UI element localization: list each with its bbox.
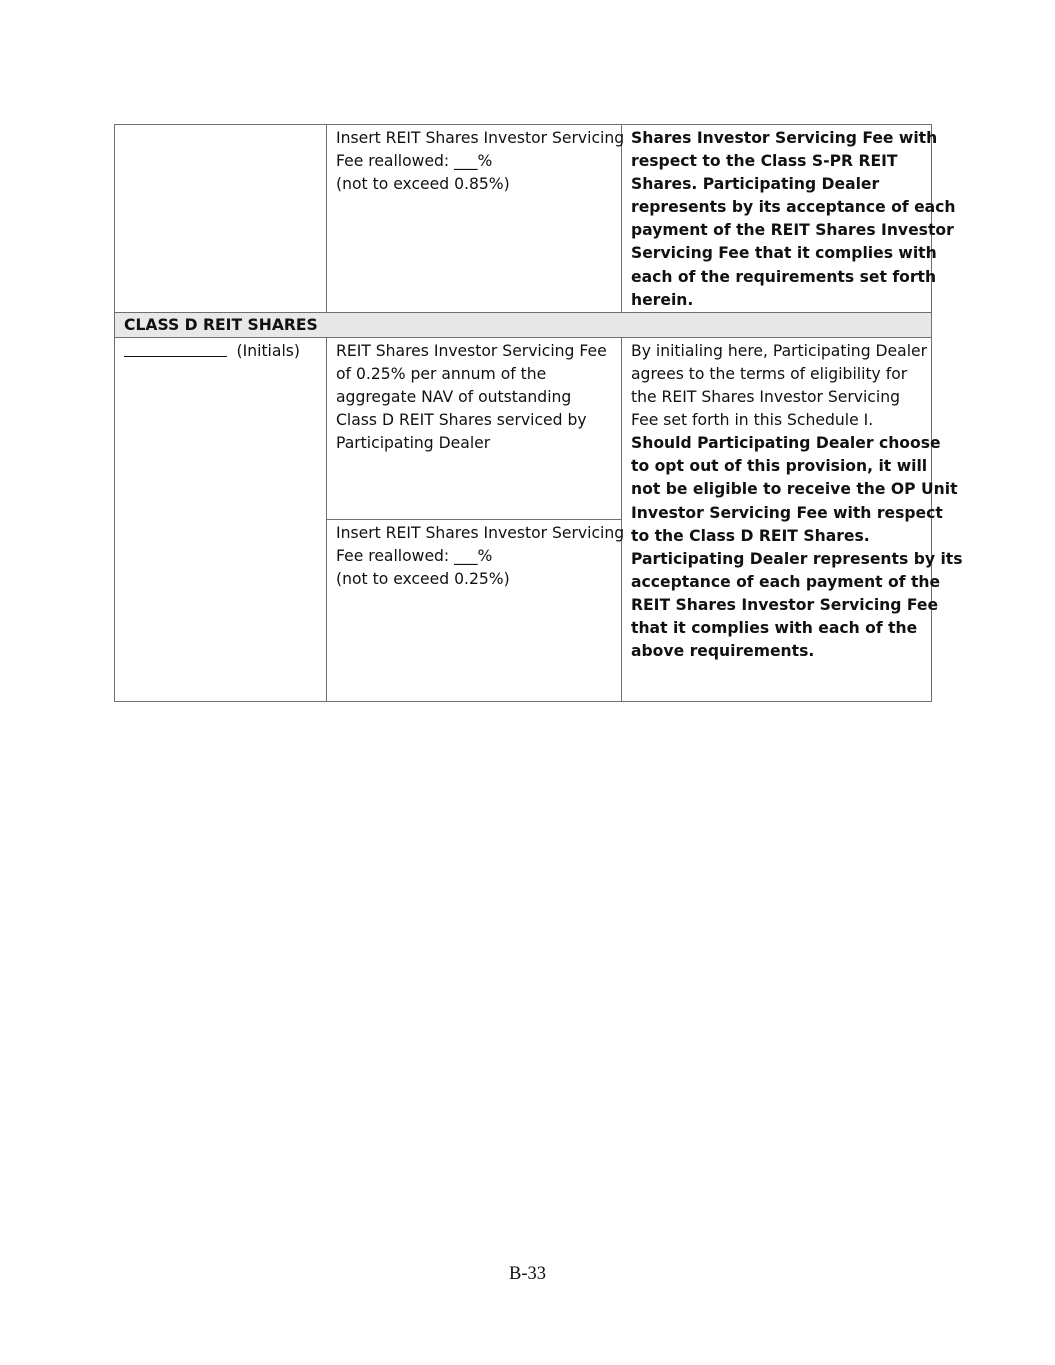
- table-row-class-s-pr-continued: [115, 125, 932, 313]
- reallowance-line: (not to exceed 0.85%): [336, 175, 510, 194]
- terms-line: each of the requirements set forth: [631, 267, 937, 286]
- reallowance-line: Insert REIT Shares Investor Servicing: [336, 129, 625, 147]
- terms-bold-line: acceptance of each payment of the: [631, 572, 941, 591]
- initials-cell: [115, 337, 327, 701]
- reallowance-cell: [327, 125, 625, 313]
- fee-description: [336, 340, 613, 519]
- terms-line: respect to the Class S-PR REIT: [631, 152, 898, 171]
- terms-bold-line: above requirements.: [631, 642, 815, 661]
- terms-bold-line: that it complies with each of the: [631, 618, 918, 637]
- terms-bold-line: Participating Dealer represents by its: [631, 549, 963, 568]
- terms-line: Shares. Participating Dealer: [631, 175, 880, 194]
- reallowance-line: Fee reallowed: ___%: [336, 152, 493, 171]
- terms-line: Servicing Fee that it complies with: [631, 244, 937, 263]
- terms-cell: [622, 125, 956, 313]
- reallowance-line: Insert REIT Shares Investor Servicing: [336, 523, 625, 542]
- terms-line: agrees to the terms of eligibility for: [631, 364, 908, 383]
- terms-line: represents by its acceptance of each: [631, 198, 956, 217]
- empty-cell: [115, 125, 327, 313]
- terms-line: herein.: [631, 290, 694, 309]
- fee-line: REIT Shares Investor Servicing Fee: [336, 341, 607, 360]
- section-header-row: [115, 312, 932, 337]
- table-row-class-d: [115, 337, 932, 701]
- terms-bold-line: to the Class D REIT Shares.: [631, 526, 870, 545]
- terms-bold-line: not be eligible to receive the OP Unit: [631, 480, 958, 499]
- terms-bold-line: REIT Shares Investor Servicing Fee: [631, 595, 939, 614]
- terms-line: the REIT Shares Investor Servicing: [631, 388, 900, 407]
- initials-input-line[interactable]: [124, 340, 227, 357]
- page-number: B-33: [509, 1264, 546, 1284]
- fee-line: Participating Dealer: [336, 434, 491, 453]
- terms-line: By initialing here, Participating Dealer: [631, 341, 928, 360]
- reallowance-line: (not to exceed 0.25%): [336, 570, 510, 589]
- section-header: CLASS D REIT SHARES: [115, 312, 932, 337]
- initials-label: (Initials): [236, 341, 300, 360]
- reallowance-subcell: [327, 519, 625, 591]
- fee-cell: [327, 337, 625, 701]
- terms-line: payment of the REIT Shares Investor: [631, 221, 954, 240]
- terms-line: Fee set forth in this Schedule I.: [631, 411, 874, 430]
- fee-line: aggregate NAV of outstanding: [336, 388, 572, 407]
- schedule-table: [114, 124, 963, 702]
- terms-line: Shares Investor Servicing Fee with: [631, 129, 938, 147]
- fee-line: of 0.25% per annum of the: [336, 364, 547, 383]
- fee-line: Class D REIT Shares serviced by: [336, 411, 587, 430]
- terms-bold-line: Investor Servicing Fee with respect: [631, 503, 943, 522]
- terms-cell: [622, 337, 963, 701]
- terms-bold-line: Should Participating Dealer choose: [631, 434, 941, 453]
- reallowance-line: Fee reallowed: ___%: [336, 546, 493, 565]
- terms-bold-line: to opt out of this provision, it will: [631, 457, 928, 476]
